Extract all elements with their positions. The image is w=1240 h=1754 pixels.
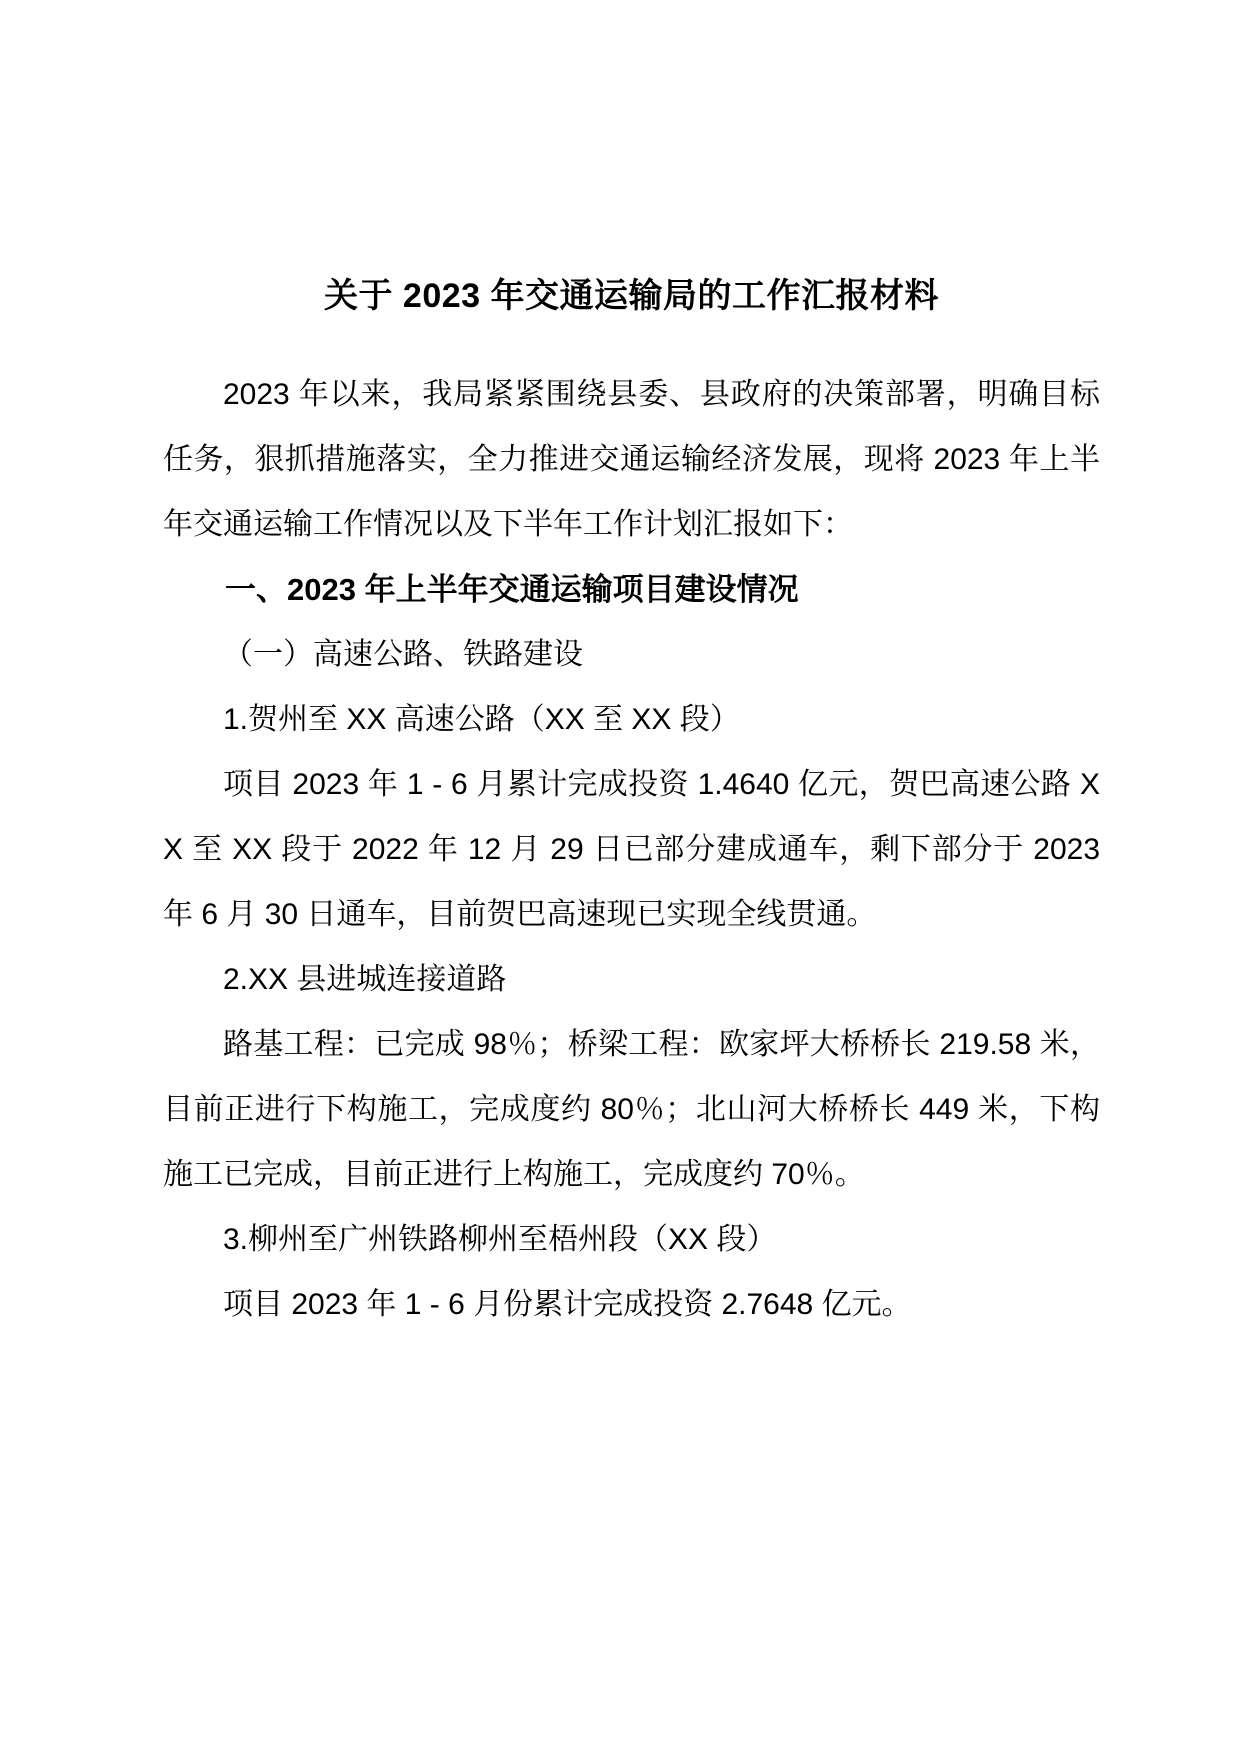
paragraph-item-1-detail: 项目 2023 年 1 - 6 月累计完成投资 1.4640 亿元，贺巴高速公路 XX 至 XX 段于 2022 年 12 月 29 日已部分建成通车，剩下部分于 2023 年 6 月 30 日通车，目前贺巴高速现已实现全线贯通。 [163, 768, 1100, 931]
paragraph-item-2-detail: 路基工程：已完成 98％；桥梁工程：欧家坪大桥桥长 219.58 米，目前正进行下构施工，完成度约 80％；北山河大桥桥长 449 米，下构施工已完成，目前正进行上构施工，完成度约 70％。 [163, 1028, 1100, 1191]
section-heading-1: 一、2023 年上半年交通运输项目建设情况 [225, 572, 799, 607]
item-heading-3: 3.柳州至广州铁路柳州至梧州段（XX 段） [223, 1223, 777, 1256]
item-heading-1: 1.贺州至 XX 高速公路（XX 至 XX 段） [223, 703, 740, 736]
item-heading-2: 2.XX 县进城连接道路 [223, 963, 507, 996]
paragraph-intro: 2023 年以来，我局紧紧围绕县委、县政府的决策部署，明确目标任务，狠抓措施落实，全力推进交通运输经济发展，现将 2023 年上半年交通运输工作情况以及下半年工作计划汇报如下： [163, 378, 1100, 541]
paragraph-item-3-detail: 项目 2023 年 1 - 6 月份累计完成投资 2.7648 亿元。 [223, 1288, 912, 1321]
document-title: 关于 2023 年交通运输局的工作汇报材料 [323, 277, 940, 315]
subsection-heading-1-1: （一）高速公路、铁路建设 [223, 638, 583, 671]
document-content [163, 264, 1100, 1337]
